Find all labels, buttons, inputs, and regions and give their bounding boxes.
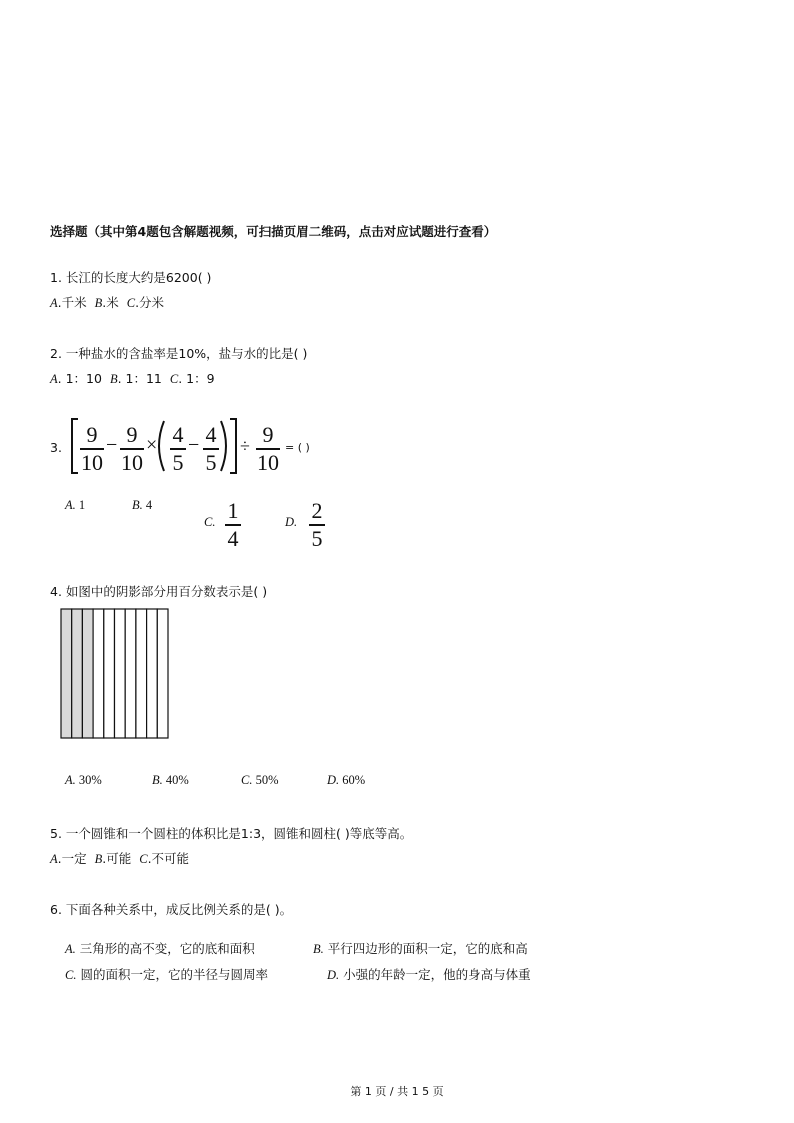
q5-option-b-letter: B: [94, 852, 103, 866]
q1-option-c-text: .分米: [135, 295, 165, 310]
q3-fraction-1: [80, 424, 104, 474]
option-value: 30%: [78, 773, 102, 787]
q2-option-c-text: . 1：9: [178, 371, 215, 386]
q1-option-a-letter: A: [50, 296, 58, 310]
q3-fraction-4: [203, 424, 219, 474]
q2-option-b-letter: B: [109, 372, 118, 386]
q3-equals-blank: = ( ): [285, 441, 310, 454]
q1-option-b-text: .米: [102, 295, 119, 310]
option-text: 三角形的高不变，它的底和面积: [79, 941, 255, 956]
q2-option-b-text: . 1：11: [117, 371, 162, 386]
q2-option-c-letter: C: [169, 372, 179, 386]
unshaded-strip: [125, 609, 136, 738]
q2-option-a-text: . 1：10: [57, 371, 102, 386]
option-value: 40%: [165, 773, 189, 787]
unshaded-strip: [93, 609, 104, 738]
q3-fraction-5: [256, 424, 280, 474]
question-2-options: [50, 369, 215, 387]
option-letter: D.: [327, 968, 340, 982]
option-text: 小强的年龄一定，他的身高与体重: [343, 967, 531, 982]
q4-option-c: [241, 773, 279, 788]
q3-minus-2: −: [188, 434, 200, 456]
q1-option-c-letter: C: [126, 296, 136, 310]
q3-minus-1: −: [106, 434, 118, 456]
q4-option-b: [152, 773, 189, 788]
option-letter: A.: [65, 498, 76, 512]
option-letter: C.: [65, 968, 77, 982]
option-value: 4: [145, 498, 153, 512]
option-letter: C.: [241, 773, 253, 787]
q6-option-d: [327, 965, 531, 983]
option-value: 50%: [255, 773, 279, 787]
option-text: 平行四边形的面积一定，它的底和高: [327, 941, 528, 956]
fraction-denominator: 5: [172, 450, 184, 475]
q3-option-b: [132, 498, 152, 513]
question-5-options: [50, 849, 189, 867]
question-5-stem: 5. 一个圆锥和一个圆柱的体积比是1:3，圆锥和圆柱( )等底等高。: [50, 826, 413, 841]
q3-option-d-fraction: [309, 500, 325, 550]
fraction-numerator: 9: [86, 422, 98, 447]
q3-option-c-fraction: [225, 500, 241, 550]
question-1-options: [50, 293, 164, 311]
option-value: 1: [78, 498, 86, 512]
option-letter: B.: [313, 942, 324, 956]
q5-option-c-text: .不可能: [147, 851, 190, 866]
option-letter: D.: [327, 773, 340, 787]
q3-times: ×: [146, 434, 158, 456]
q5-option-a-letter: A: [50, 852, 58, 866]
shaded-strip: [61, 609, 72, 738]
fraction-denominator: 10: [257, 450, 279, 475]
fraction-numerator: 2: [311, 498, 323, 523]
q2-option-a-letter: A: [50, 372, 58, 386]
fraction-numerator: 4: [205, 422, 217, 447]
q4-option-a: [65, 773, 102, 788]
section-title: 选择题（其中第4题包含解题视频，可扫描页眉二维码，点击对应试题进行查看）: [50, 224, 497, 239]
q6-option-b: [313, 939, 528, 957]
fraction-denominator: 10: [81, 450, 103, 475]
fraction-denominator: 5: [311, 526, 323, 551]
fraction-numerator: 1: [227, 498, 239, 523]
option-text: 圆的面积一定，它的半径与圆周率: [80, 967, 268, 982]
fraction-denominator: 4: [227, 526, 239, 551]
page-footer: 第 1 页 / 共 1 5 页: [350, 1085, 444, 1098]
option-letter: A.: [65, 942, 76, 956]
shaded-strip: [72, 609, 83, 738]
q3-option-c-letter: C.: [204, 515, 216, 529]
q3-option-d-letter: D.: [285, 515, 298, 529]
q6-option-a: [65, 939, 255, 957]
q5-option-b-text: .可能: [102, 851, 132, 866]
q5-option-c-letter: C: [139, 852, 148, 866]
question-3-number: 3.: [50, 440, 62, 455]
unshaded-strip: [136, 609, 147, 738]
q6-option-c: [65, 965, 268, 983]
q3-divide: ÷: [240, 436, 250, 456]
q3-option-a: [65, 498, 85, 513]
left-square-bracket: [72, 419, 78, 473]
unshaded-strip: [115, 609, 126, 738]
q1-option-b-letter: B: [94, 296, 103, 310]
option-letter: B.: [152, 773, 163, 787]
q1-option-a-text: .千米: [57, 295, 87, 310]
fraction-denominator: 10: [121, 450, 143, 475]
unshaded-strip: [157, 609, 168, 738]
question-2-stem: 2. 一种盐水的含盐率是10%，盐与水的比是( ): [50, 346, 308, 361]
option-letter: A.: [65, 773, 76, 787]
shaded-strip: [82, 609, 93, 738]
question-1-stem: 1. 长江的长度大约是6200( ): [50, 270, 212, 285]
q4-strip-figure: [60, 608, 170, 740]
unshaded-strip: [104, 609, 115, 738]
fraction-numerator: 4: [172, 422, 184, 447]
q5-option-a-text: .一定: [57, 851, 87, 866]
fraction-denominator: 5: [205, 450, 217, 475]
right-paren: [221, 421, 226, 471]
fraction-numerator: 9: [126, 422, 138, 447]
question-6-stem: 6. 下面各种关系中，成反比例关系的是( )。: [50, 902, 293, 917]
fraction-numerator: 9: [262, 422, 274, 447]
unshaded-strip: [147, 609, 158, 738]
q4-option-d: [327, 773, 365, 788]
option-value: 60%: [342, 773, 366, 787]
q3-fraction-3: [170, 424, 186, 474]
question-4-stem: 4. 如图中的阴影部分用百分数表示是( ): [50, 584, 268, 599]
right-square-bracket: [230, 419, 236, 473]
q3-fraction-2: [120, 424, 144, 474]
option-letter: B.: [132, 498, 143, 512]
left-paren: [159, 421, 164, 471]
